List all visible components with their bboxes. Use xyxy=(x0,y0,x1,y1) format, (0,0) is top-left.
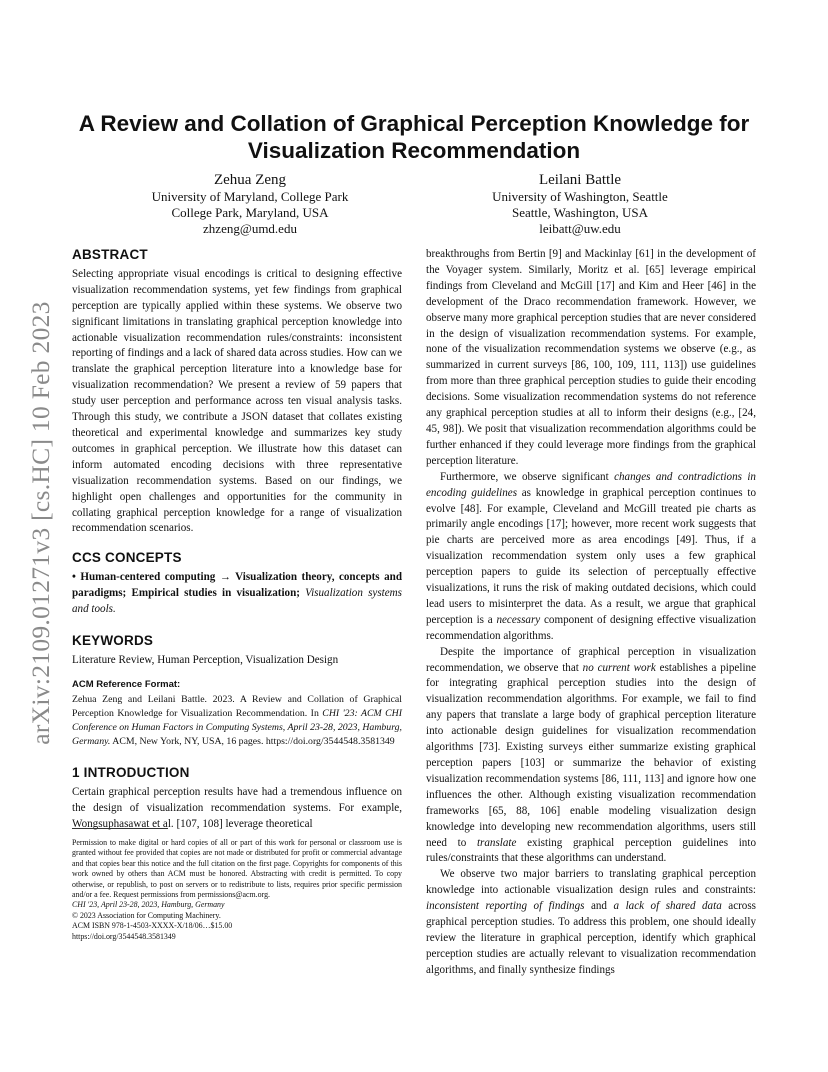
author-block-1 xyxy=(100,171,400,238)
author-block-2 xyxy=(430,171,730,238)
ccs-bold: • Human-centered computing → Visualization theory, concepts and paradigms; Empirical studies in visualization; xyxy=(72,571,402,600)
left-column xyxy=(72,247,402,833)
intro-paragraph-4: We observe two major barriers to translating graphical perception knowledge into actionable visualization design rules and constraints: inconsistent reporting of findings and a lack of shared data across graphical perception studies. To address this problem, one should ideally review the literature in graphical perception, identify which graphical perception studies are actually relevant to visualization recommendation algorithms, and finally synthesize findings xyxy=(426,868,756,976)
copyright-line: © 2023 Association for Computing Machinery. xyxy=(72,910,221,920)
author-affiliation: University of Washington, Seattle xyxy=(492,189,668,204)
doi-link[interactable]: https://doi.org/3544548.3581349 xyxy=(72,931,176,941)
permission-text: Permission to make digital or hard copies of all or part of this work for personal or classroom use is granted without fee provided that copies are not made or distributed for profit or commercial advantage and that copies bear this notice and the full citation on the first page. Copyrights for components of this work owned by others than ACM must be honored. Abstracting with credit is permitted. To copy otherwise, or republish, to post on servers or to redistribute to lists, requires prior specific permission and/or a fee. Request permissions from permissions@acm.org. xyxy=(72,838,402,900)
ccs-text xyxy=(72,570,402,618)
arxiv-id-text: arXiv:2109.01271v3 [cs.HC] 10 Feb 2023 xyxy=(26,301,55,745)
introduction-heading: 1 INTRODUCTION xyxy=(72,765,190,781)
author-name: Zehua Zeng xyxy=(213,172,287,188)
keywords-section xyxy=(72,633,402,669)
intro-paragraph-1: breakthroughs from Bertin [9] and Mackinlay [61] in the development of the Voyager system. Similarly, Moritz et al. [65] leverage empirical findings from Cleveland and McGill [17] and Kim and Heer [46] in the development of the Draco recommendation framework. However, we observe many more graphical perception studies that are never considered in the design of visualization recommendation systems. For example, none of the visualization recommendation systems we observe (e.g., as summarized in current surveys [86, 100, 109, 111, 113]) use guidelines from more than three graphical perception studies to guide their encoding decisions. Some visualization recommendation systems do not reference any graphical perception studies at all to inform their designs (e.g., [24, 45, 98]). We posit that visualization recommendation algorithms could be further enhanced if they could leverage more findings from the graphical perception literature. xyxy=(426,248,756,467)
acm-reference-heading: ACM Reference Format: xyxy=(72,678,181,690)
acm-reference-text: Zehua Zeng and Leilani Battle. 2023. A Review and Collation of Graphical Perception Knowledge for Visualization Recommendation. In CHI '23: ACM CHI Conference on Human Factors in Computing Systems, April 23-28, 2023, Hamburg, Germany. ACM, New York, NY, USA, 16 pages. https://doi.org/3544548.3581349 xyxy=(72,693,402,748)
ccs-section xyxy=(72,550,402,618)
author-affiliation: University of Maryland, College Park xyxy=(151,189,349,204)
intro-paragraph-2: Furthermore, we observe significant changes and contradictions in encoding guidelines as knowledge in graphical perception continues to evolve [48]. For example, Cleveland and McGill treated pie charts as primarily angle encodings [17]; however, more recent work suggests that pie charts are perceived more as area encodings [49]. Thus, if a visualization recommendation system only uses a few graphical perception papers to guide its selection of perceptually effective visualizations, it runs the risk of making outdated decisions, which could lead users to misinterpret the data. As a result, we argue that graphical perception is a necessary component of designing effective visualization recommendation algorithms. xyxy=(426,470,756,642)
paper-title: A Review and Collation of Graphical Perception Knowledge for Visualization Recommendation xyxy=(78,111,750,163)
abstract-text: Selecting appropriate visual encodings is critical to designing effective visualization recommendation systems, yet few findings from graphical perception are typically applied within these systems. We observe two significant limitations in translating graphical perception knowledge into actionable visualization recommendation rules/constraints: inconsistent reporting of findings and a lack of shared data across studies. How can we translate the graphical perception literature into a knowledge base for visualization recommendation? We present a review of 59 papers that study user perception and performance across ten visual analysis tasks. Through this study, we contribute a JSON dataset that collates existing theoretical and experimental knowledge and summarizes key study outcomes in graphical perception. We illustrate how this dataset can inform automated encoding decisions with three representative visualization recommendation systems. Based on our findings, we highlight open challenges and opportunities for the community in collating graphical perception knowledge for a range of visualization recommendation scenarios. xyxy=(72,267,402,535)
isbn-line: ACM ISBN 978-1-4503-XXXX-X/18/06…$15.00 xyxy=(72,921,233,931)
right-column xyxy=(426,247,756,979)
arxiv-watermark xyxy=(16,288,66,758)
conference-line: CHI '23, April 23-28, 2023, Hamburg, Germany xyxy=(72,900,225,910)
keywords-text: Literature Review, Human Perception, Visualization Design xyxy=(72,653,339,666)
author-name: Leilani Battle xyxy=(538,172,622,188)
author-email[interactable]: leibatt@uw.edu xyxy=(539,221,621,237)
author-location: Seattle, Washington, USA xyxy=(512,205,648,221)
ccs-italic: Visualization systems and tools. xyxy=(72,587,402,616)
footnote-rule xyxy=(72,828,168,829)
permission-footnote xyxy=(72,838,402,942)
intro-paragraph-3: Despite the importance of graphical perception in visualization recommendation, we observe that no current work establishes a pipeline for integrating graphical perception studies into the design of visualization recommendation algorithms. For example, we fail to find any papers that translate a large body of graphical perception literature into actionable design guidelines for visualization recommendation algorithms [73]. Existing surveys either summarize existing graphical perception papers [103] or summarize the behavior of existing visualization recommendation systems [86, 111, 113] and ignore how one influences the other. Although existing visualization recommendation frameworks [65, 88, 106] enable modeling visualization design knowledge into developing new recommendation algorithms, users still need to translate existing graphical perception guidelines into rules/constraints that these algorithms can understand. xyxy=(426,645,756,865)
abstract-heading: ABSTRACT xyxy=(72,247,148,262)
author-email[interactable]: zhzeng@umd.edu xyxy=(203,221,297,237)
intro-paragraph-start: Certain graphical perception results have had a tremendous influence on the design of visualization recommendation systems. For example, Wongsuphasawat et al. [107, 108] leverage theoretical xyxy=(72,786,402,831)
ccs-heading: CCS CONCEPTS xyxy=(72,550,182,566)
keywords-heading: KEYWORDS xyxy=(72,632,154,648)
author-location: College Park, Maryland, USA xyxy=(171,205,329,221)
